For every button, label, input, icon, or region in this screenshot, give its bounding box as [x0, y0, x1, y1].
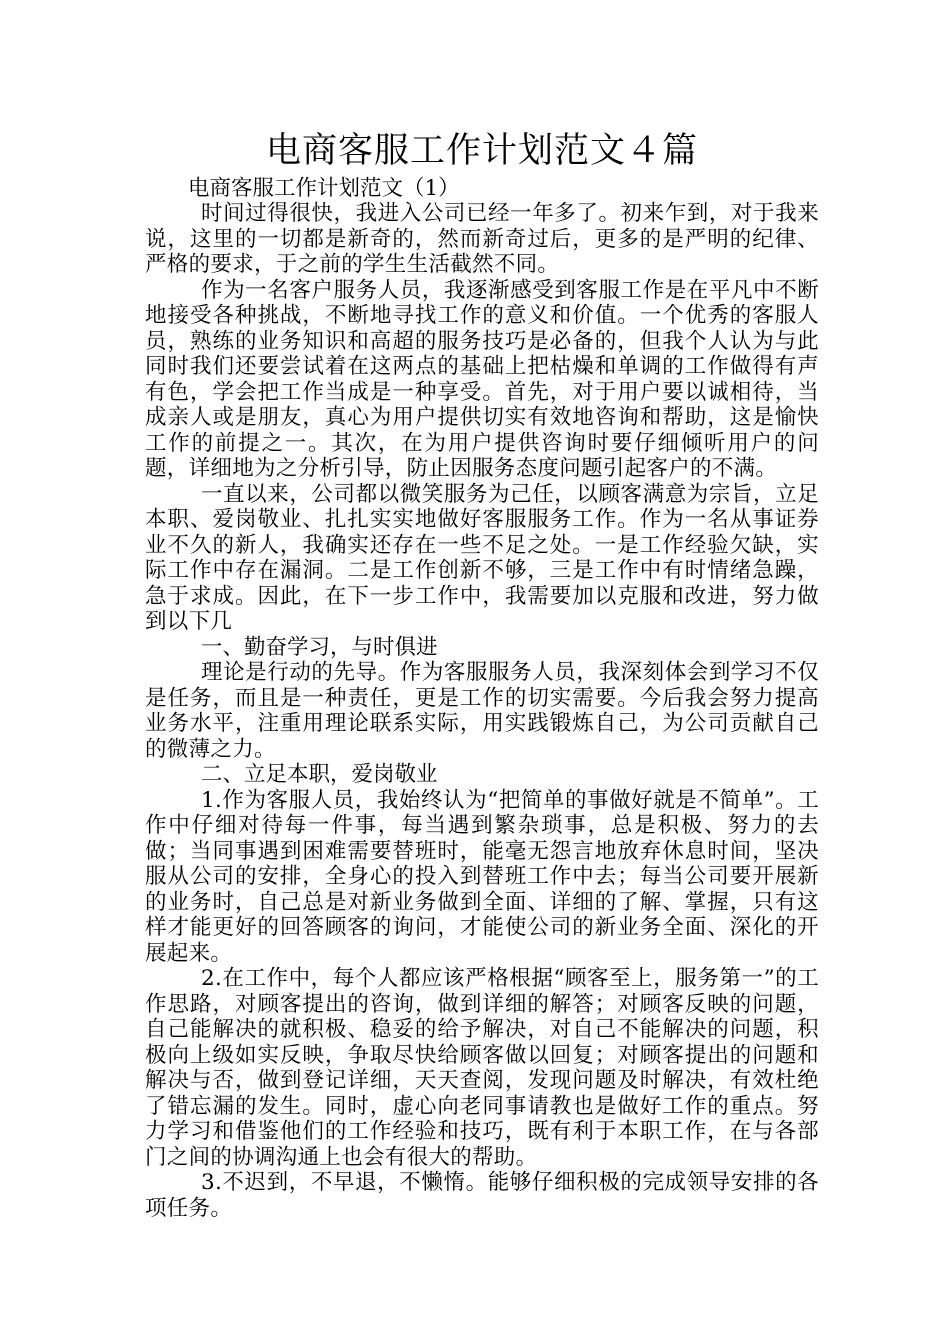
section-2-item-1: 1.作为客服人员，我始终认为“把简单的事做好就是不简单”。工作中仔细对待每一件事，每当遇到繁杂琐事，总是积极、努力的去做；当同事遇到困难需要替班时，能毫无怨言地放弃休息时间，坚决服从公司的安排，全身心的投入到替班工作中去；每当公司要开展新的业务时，自己总是对新业务做到全面、详细的了解、掌握，只有这样才能更好的回答顾客的询问，才能使公司的新业务全面、深化的开展起来。 [145, 787, 819, 966]
paragraph-3: 一直以来，公司都以微笑服务为己任，以顾客满意为宗旨，立足本职、爱岗敬业、扎扎实实地做好客服服务工作。作为一名从事证券业不久的新人，我确实还存在一些不足之处。一是工作经验欠缺，实际工作中存在漏洞。二是工作创新不够，三是工作中有时情绪急躁，急于求成。因此，在下一步工作中，我需要加以克服和改进，努力做到以下几 [145, 481, 819, 634]
document-subtitle: 电商客服工作计划范文（1） [188, 176, 460, 201]
section-1-text: 理论是行动的先导。作为客服服务人员，我深刻体会到学习不仅是任务，而且是一种责任，更是工作的切实需要。今后我会努力提高业务水平，注重用理论联系实际，用实践锻炼自己，为公司贡献自己的微薄之力。 [145, 660, 819, 762]
document-title: 电商客服工作计划范文４篇 [265, 131, 698, 171]
paragraph-1: 时间过得很快，我进入公司已经一年多了。初来乍到，对于我来说，这里的一切都是新奇的，然而新奇过后，更多的是严明的纪律、严格的要求，于之前的学生生活截然不同。 [145, 201, 819, 277]
paragraph-2: 作为一名客户服务人员，我逐渐感受到客服工作是在平凡中不断地接受各种挑战，不断地寻找工作的意义和价值。一个优秀的客服人员，熟练的业务知识和高超的服务技巧是必备的，但我个人认为与此同时我们还要尝试着在这两点的基础上把枯燥和单调的工作做得有声有色，学会把工作当成是一种享受。首先，对于用户要以诚相待，当成亲人或是朋友，真心为用户提供切实有效地咨询和帮助，这是愉快工作的前提之一。其次，在为用户提供咨询时要仔细倾听用户的问题，详细地为之分析引导，防止因服务态度问题引起客户的不满。 [145, 277, 819, 481]
section-2-heading: 二、立足本职，爱岗敬业 [201, 762, 438, 787]
section-2-item-3: 3.不迟到，不早退，不懒惰。能够仔细积极的完成领导安排的各项任务。 [145, 1170, 819, 1221]
section-2-item-2: 2.在工作中，每个人都应该严格根据“顾客至上，服务第一”的工作思路，对顾客提出的咨询，做到详细的解答；对顾客反映的问题，自己能解决的就积极、稳妥的给予解决，对自己不能解决的问题，积极向上级如实反映，争取尽快给顾客做以回复；对顾客提出的问题和解决与否，做到登记详细，天天查阅，发现问题及时解决，有效杜绝了错忘漏的发生。同时，虚心向老同事请教也是做好工作的重点。努力学习和借鉴他们的工作经验和技巧，既有利于本职工作，在与各部门之间的协调沟通上也会有很大的帮助。 [145, 966, 819, 1170]
document-page [145, 128, 819, 1221]
section-1-heading: 一、勤奋学习，与时俱进 [201, 634, 438, 660]
